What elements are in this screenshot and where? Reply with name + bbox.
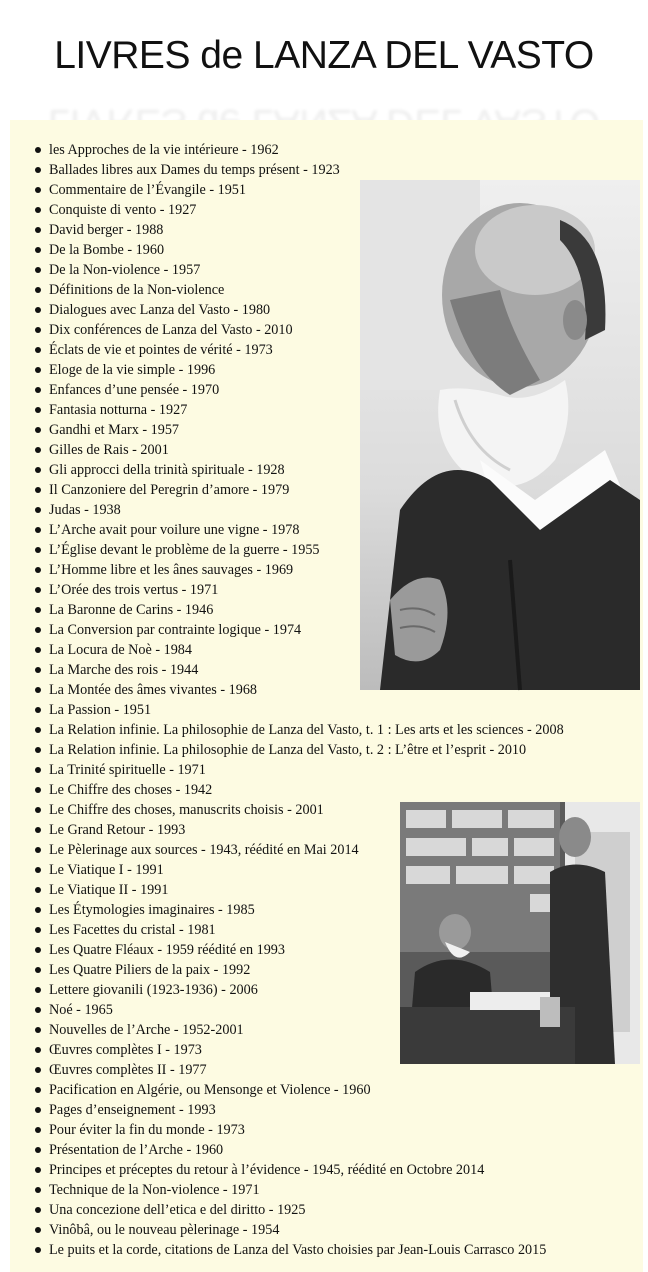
book-item: Dialogues avec Lanza del Vasto - 1980 [10,300,564,320]
book-item: La Relation infinie. La philosophie de Lanza del Vasto, t. 1 : Les arts et les sciences - 2008 [10,720,564,740]
book-item: Technique de la Non-violence - 1971 [10,1180,564,1200]
book-item: La Conversion par contrainte logique - 1974 [10,620,564,640]
book-item: Le Grand Retour - 1993 [10,820,564,840]
book-item: Les Étymologies imaginaires - 1985 [10,900,564,920]
book-item: Le puits et la corde, citations de Lanza del Vasto choisies par Jean-Louis Carrasco 2015 [10,1240,564,1260]
portrait-photo [360,180,640,690]
book-item: Le Chiffre des choses, manuscrits choisis - 2001 [10,800,564,820]
book-item: L’Homme libre et les ânes sauvages - 1969 [10,560,564,580]
book-item: Judas - 1938 [10,500,564,520]
book-item: Noé - 1965 [10,1000,564,1020]
desk-illustration [400,802,640,1064]
book-item: Enfances d’une pensée - 1970 [10,380,564,400]
book-item: Eloge de la vie simple - 1996 [10,360,564,380]
book-item: La Passion - 1951 [10,700,564,720]
book-item: La Relation infinie. La philosophie de Lanza del Vasto, t. 2 : L’être et l’esprit - 2010 [10,740,564,760]
book-item: Nouvelles de l’Arche - 1952-2001 [10,1020,564,1040]
book-item: Ballades libres aux Dames du temps présent - 1923 [10,160,564,180]
book-item: Le Chiffre des choses - 1942 [10,780,564,800]
book-item: Les Quatre Fléaux - 1959 réédité en 1993 [10,940,564,960]
book-item: De la Non-violence - 1957 [10,260,564,280]
book-item: La Trinité spirituelle - 1971 [10,760,564,780]
book-item: La Locura de Noè - 1984 [10,640,564,660]
book-item: La Montée des âmes vivantes - 1968 [10,680,564,700]
book-item: Présentation de l’Arche - 1960 [10,1140,564,1160]
book-item: De la Bombe - 1960 [10,240,564,260]
book-item: Les Facettes du cristal - 1981 [10,920,564,940]
book-item: Les Quatre Piliers de la paix - 1992 [10,960,564,980]
book-item: Pages d’enseignement - 1993 [10,1100,564,1120]
book-item: Gilles de Rais - 2001 [10,440,564,460]
book-item: les Approches de la vie intérieure - 1962 [10,140,564,160]
book-item: Le Viatique I - 1991 [10,860,564,880]
book-item: L’Arche avait pour voilure une vigne - 1978 [10,520,564,540]
book-item: Lettere giovanili (1923-1936) - 2006 [10,980,564,1000]
book-item: Gandhi et Marx - 1957 [10,420,564,440]
book-item: Vinôbâ, ou le nouveau pèlerinage - 1954 [10,1220,564,1240]
book-item: David berger - 1988 [10,220,564,240]
book-item: Définitions de la Non-violence [10,280,564,300]
book-item: Œuvres complètes I - 1973 [10,1040,564,1060]
desk-photo [400,802,640,1064]
portrait-illustration [360,180,640,690]
book-item: Principes et préceptes du retour à l’évidence - 1945, réédité en Octobre 2014 [10,1160,564,1180]
book-item: Pour éviter la fin du monde - 1973 [10,1120,564,1140]
book-item: Éclats de vie et pointes de vérité - 1973 [10,340,564,360]
book-item: Dix conférences de Lanza del Vasto - 2010 [10,320,564,340]
book-item: Le Pèlerinage aux sources - 1943, réédité en Mai 2014 [10,840,564,860]
page-title: LIVRES de LANZA DEL VASTO [54,34,594,77]
book-item: La Baronne de Carins - 1946 [10,600,564,620]
book-item: Œuvres complètes II - 1977 [10,1060,564,1080]
book-list-panel [10,120,643,1272]
book-item: Una concezione dell’etica e del diritto - 1925 [10,1200,564,1220]
book-item: Fantasia notturna - 1927 [10,400,564,420]
book-item: La Marche des rois - 1944 [10,660,564,680]
book-item: Commentaire de l’Évangile - 1951 [10,180,564,200]
book-item: Le Viatique II - 1991 [10,880,564,900]
book-item: Pacification en Algérie, ou Mensonge et Violence - 1960 [10,1080,564,1100]
book-item: Gli approcci della trinità spirituale - 1928 [10,460,564,480]
book-item: L’Orée des trois vertus - 1971 [10,580,564,600]
book-item: L’Église devant le problème de la guerre - 1955 [10,540,564,560]
book-item: Il Canzoniere del Peregrin d’amore - 1979 [10,480,564,500]
book-item: Conquiste di vento - 1927 [10,200,564,220]
title-reflection [0,84,648,114]
